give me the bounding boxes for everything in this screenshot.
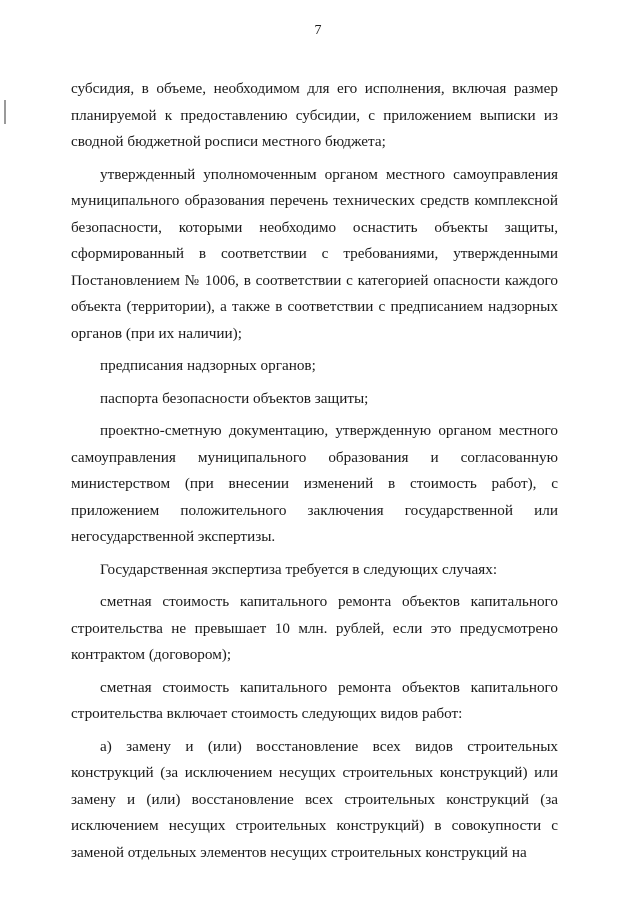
text-line: утвержденный уполномоченным органом местного самоуправления: [100, 165, 558, 183]
text-line: сметная стоимость капитального ремонта объектов капитального: [100, 678, 558, 696]
document-body: [71, 76, 558, 866]
scan-artifact-mark: [4, 100, 6, 124]
text-line: замену и (или) восстановление всех строительных конструкций (за: [71, 790, 558, 808]
text-line: министерством (при внесении изменений в стоимость работ), с: [71, 475, 558, 492]
text-line: Государственная экспертиза требуется в следующих случаях:: [100, 560, 498, 578]
text-line: конструкций (за исключением несущих строительных конструкций) или: [71, 764, 558, 781]
text-line: заменой отдельных элементов несущих строительных конструкций на: [71, 843, 527, 861]
text-line: сводной бюджетной росписи местного бюджета;: [71, 133, 386, 150]
text-line: сформированный в соответствии с требованиями, утвержденными: [71, 245, 558, 262]
text-line: сметная стоимость капитального ремонта объектов капитального: [100, 593, 558, 610]
text-line: проектно-сметную документацию, утвержденную органом местного: [100, 422, 558, 439]
text-line: муниципального образования перечень технических средств комплексной: [71, 192, 558, 209]
text-line: приложением положительного заключения государственной или: [71, 501, 558, 519]
text-line: строительства не превышает 10 млн. рублей, если это предусмотрено: [71, 619, 558, 637]
text-line: безопасности, которыми необходимо оснастить объекты защиты,: [71, 218, 558, 236]
page-number: 7: [314, 23, 322, 38]
text-line: Постановлением № 1006, в соответствии с категорией опасности каждого: [71, 271, 558, 289]
text-line: предписания надзорных органов;: [100, 357, 316, 374]
text-line: планируемой к предоставлению субсидии, с приложением выписки из: [71, 106, 558, 124]
text-line: объекта (территории), а также в соответствии с предписанием надзорных: [71, 298, 558, 315]
text-line: исключением несущих строительных конструкций) в совокупности с: [71, 817, 558, 834]
text-line: паспорта безопасности объектов защиты;: [100, 389, 369, 407]
text-line: а) замену и (или) восстановление всех видов строительных: [100, 737, 558, 755]
text-line: негосударственной экспертизы.: [71, 528, 276, 545]
text-line: субсидия, в объеме, необходимом для его исполнения, включая размер: [71, 80, 558, 97]
text-line: строительства включает стоимость следующих видов работ:: [71, 705, 463, 722]
text-line: органов (при их наличии);: [71, 324, 242, 342]
text-line: самоуправления муниципального образования и согласованную: [71, 448, 558, 466]
text-line: контрактом (договором);: [71, 646, 232, 663]
